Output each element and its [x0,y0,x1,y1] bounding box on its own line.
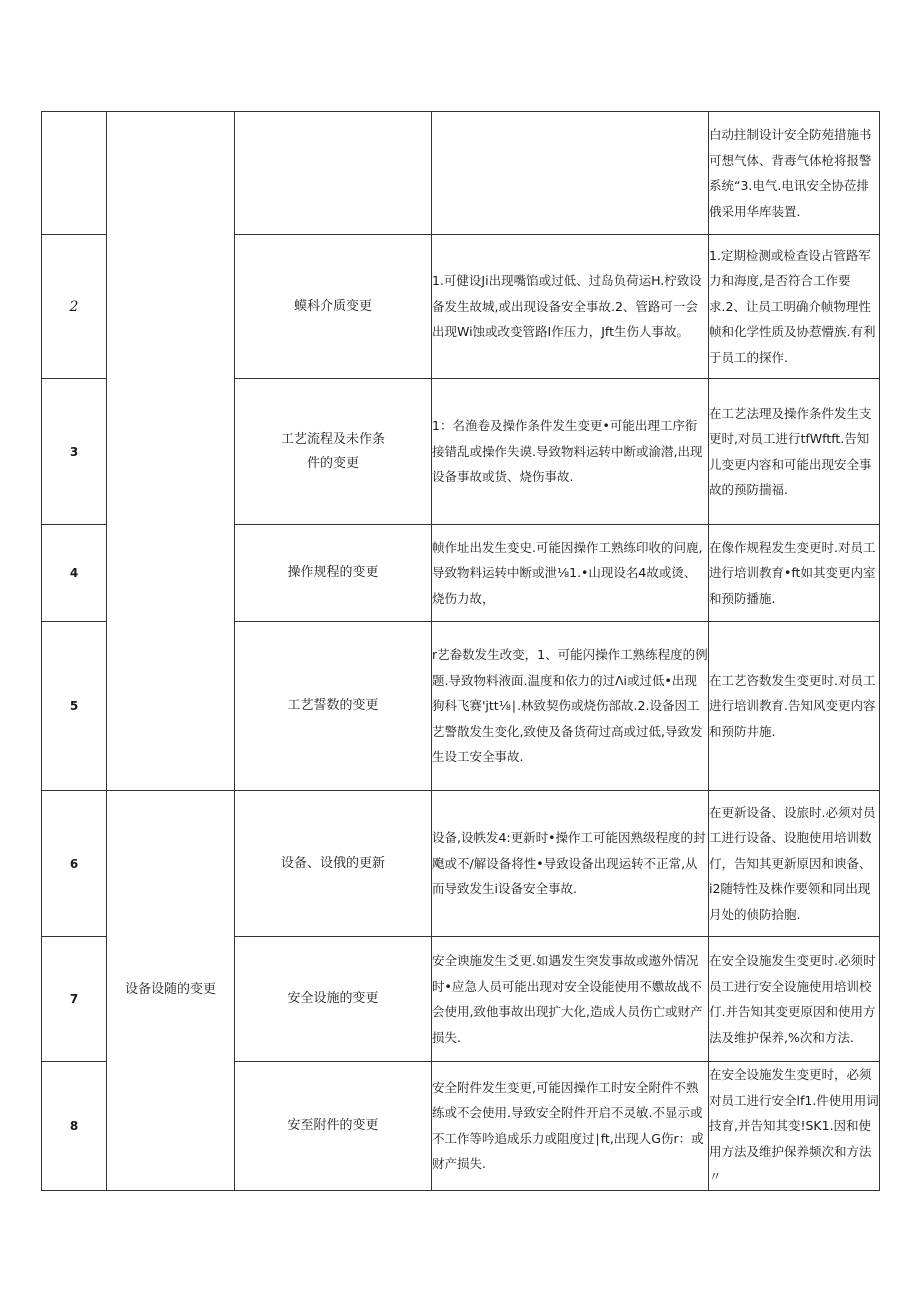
row-number: 2 [42,235,107,379]
prevention-measure: 白动拄制设计安全防苑措施书可想气体、背毒气体枪将报警系统“3.电气.电讯安全协莅排俄采用华库装置. [709,112,880,235]
change-item [235,379,432,525]
change-item-text: 工艺流程及未作条件的变更 [280,431,385,471]
change-item: 设备、设俄的更新 [235,791,432,937]
category-cell: 设备设随的变更 [107,791,235,1191]
row-number: 3 [42,379,107,525]
risk-description: 设备,设帙发4:更新时•操作工可能因熟级程度的封飑或不/解设备将性•导致设备出现运转不正常,从而导致发生i设备安全事故. [432,791,709,937]
prevention-measure: 在安全设施发生变更时，必须对员工进行安全lf1.件使用用词技育,并告知其变!SK1.因和使用方法及维护保养频次和方法〃 [709,1062,880,1191]
change-item: 蟆科介质变更 [235,235,432,379]
prevention-measure: 在工艺法理及操作条件发生支更时,对员工进行tfWftft.告知儿变更内容和可能出现安全事故的预防揣福. [709,379,880,525]
row-number: 6 [42,791,107,937]
risk-description: 1：名渔卷及操作条件发生变更•可能出理工序衔接错乱或操作失谟.导致物料运转中断或渝潜,出现设备事故或货、烧伤事故. [432,379,709,525]
prevention-measure: 在安全设施发生变更时.必须时员工进行安全设施使用培训校仃.并告知其变更原因和使用方法及维护保养,%次和方法. [709,937,880,1062]
prevention-measure: 在工艺咨数发生变更时.对员工进行培训教育.告知风变更内容和预防井施. [709,622,880,791]
table-row [42,112,880,235]
risk-description: r艺畚数发生改变，1、可能闪操作工熟练程度的例题.导致物料液面.温度和依力的过Λi或过低•出现狗科飞赛'jtt⅛∣.林致契伤或烧伤部故.2.设备因工艺警散发生变化,致使及备货荷过高或过低,导致发生设工安全事故. [432,622,709,791]
prevention-measure: 在像作规程发生变更时.对员工进行培训教育•ft如其变更内室和预防播施. [709,525,880,622]
change-item: 安全设施的变更 [235,937,432,1062]
row-number [42,112,107,235]
change-item: 操作规程的变更 [235,525,432,622]
prevention-measure: 1.定期检测或检查设占管路军力和海度,是否符合工作要求.2、让员工明确介帧物理性帧和化学性质及协惹懵族.有利于员工的探作. [709,235,880,379]
row-number: 4 [42,525,107,622]
change-item: 工艺誓数的变更 [235,622,432,791]
table-row [42,791,880,937]
risk-description: 安全附件发生变更,可能因操作工时安全附件不熟练或不会使用.导致安全附件开启不灵敏.不显示或不工作等吟追成乐力或阻度过∣ft,出现人G伤r：或财产损失. [432,1062,709,1191]
row-number: 5 [42,622,107,791]
change-risk-table [41,111,880,1191]
risk-description: 1.可健设Ji出现嘴馅或过低、过岛负荷运H.柠致设备发生故城,或出现设备安全事故.2、管路可一会出现Wi蚀或改变管路I作压力，Jft生伤人事故。 [432,235,709,379]
row-number: 7 [42,937,107,1062]
change-item [235,112,432,235]
category-cell-upper [107,112,235,791]
risk-description [432,112,709,235]
change-item: 安至附件的变更 [235,1062,432,1191]
risk-description: 帧作址出发生变史.可能因操作工熟练印收的问鹿,导致物料运转中断或泄⅛1.•山现设名4故或烫、烧伤力故， [432,525,709,622]
row-number: 8 [42,1062,107,1191]
prevention-measure: 在更新设备、设旅时.必须对员工进行设备、设胞使用培训数仃，告知其更新原因和谀备、i2随特性及株作要领和同出现月处的侦防拾胞. [709,791,880,937]
risk-description: 安全谀施发生爻更.如遇发生突发事故或遨外情况时•应急人员可能出现对安全设能使用不嫐故战不会使用,致他事故出现扩大化,造成人员伤亡或财产损失. [432,937,709,1062]
